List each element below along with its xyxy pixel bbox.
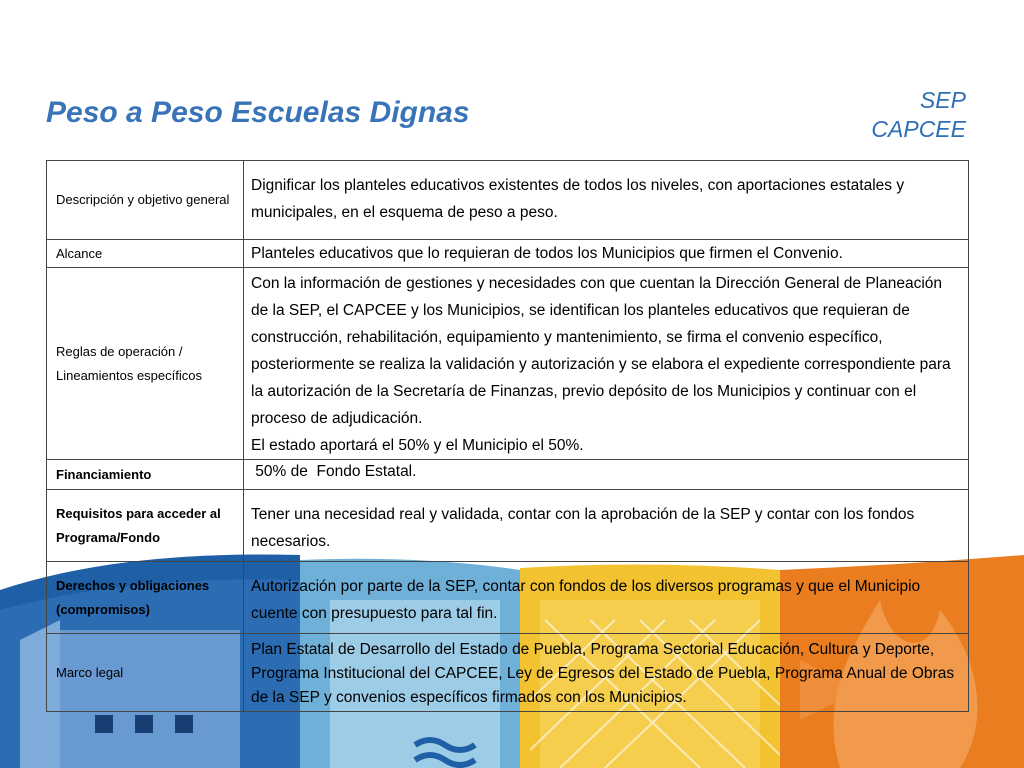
row-label	[47, 490, 244, 562]
row-label	[47, 240, 244, 268]
row-value-text: 50% de Fondo Estatal.	[251, 463, 417, 480]
row-value-text: Dignificar los planteles educativos existentes de todos los niveles, con aportaciones estatales y municipales, en el esquema de peso a peso.	[251, 177, 905, 221]
row-label-text: Marco legal	[56, 664, 124, 680]
row-value-text: Autorización por parte de la SEP, contar con fondos de los diversos programas y que el Municipio cuente con presupuesto para tal fin.	[251, 578, 921, 622]
row-value	[244, 562, 969, 634]
row-label-text: Reglas de operación / Lineamientos específicos	[56, 343, 202, 383]
row-value	[244, 634, 969, 712]
row-label-text: Alcance	[56, 245, 103, 261]
table-row	[47, 161, 969, 240]
row-value-text: Tener una necesidad real y validada, contar con la aprobación de la SEP y contar con los fondos necesarios.	[251, 506, 915, 550]
page-title: Peso a Peso Escuelas Dignas	[46, 96, 470, 129]
row-label-text: Derechos y obligaciones (compromisos)	[56, 577, 210, 617]
row-label	[47, 562, 244, 634]
table-row	[47, 490, 969, 562]
row-value	[244, 268, 969, 460]
row-label	[47, 634, 244, 712]
table-row	[47, 268, 969, 460]
row-label	[47, 460, 244, 490]
table-row	[47, 460, 969, 490]
table-row	[47, 240, 969, 268]
row-value	[244, 460, 969, 490]
table-row	[47, 562, 969, 634]
row-value	[244, 240, 969, 268]
row-label-text: Requisitos para acceder al Programa/Fondo	[56, 505, 221, 545]
organization-line-sep: SEP	[919, 87, 966, 113]
organization-name	[871, 86, 966, 144]
row-value-text: Con la información de gestiones y necesidades con que cuentan la Dirección General de Planeación de la SEP, el CAPCEE y los Municipios, se identifican los planteles educativos que requieran de construcción, rehabilitación, equipamiento y mantenimiento, se firma el convenio específico, posteriormente se realiza la validación y autorización y se elabora el expediente correspondiente para la autorización de la Secretaría de Finanzas, previo depósito de los Municipios y continuar con el proceso de adjudicación.	[251, 275, 951, 427]
table-row	[47, 634, 969, 712]
row-label	[47, 268, 244, 460]
row-label-text: Financiamiento	[56, 466, 152, 482]
row-value-text: Plan Estatal de Desarrollo del Estado de Puebla, Programa Sectorial Educación, Cultura y Deporte, Programa Institucional del CAPCEE, Ley de Egresos del Estado de Puebla, Programa Anual de Obras de la SEP y convenios específicos firmados con los Municipios.	[251, 641, 955, 706]
row-label	[47, 161, 244, 240]
program-info-table	[46, 160, 969, 712]
row-value-text: Planteles educativos que lo requieran de todos los Municipios que firmen el Convenio.	[251, 245, 843, 262]
row-value	[244, 490, 969, 562]
row-value-text: El estado aportará el 50% y el Municipio el 50%.	[251, 437, 584, 454]
organization-line-capcee: CAPCEE	[871, 116, 966, 142]
row-value	[244, 161, 969, 240]
row-label-text: Descripción y objetivo general	[56, 192, 230, 207]
